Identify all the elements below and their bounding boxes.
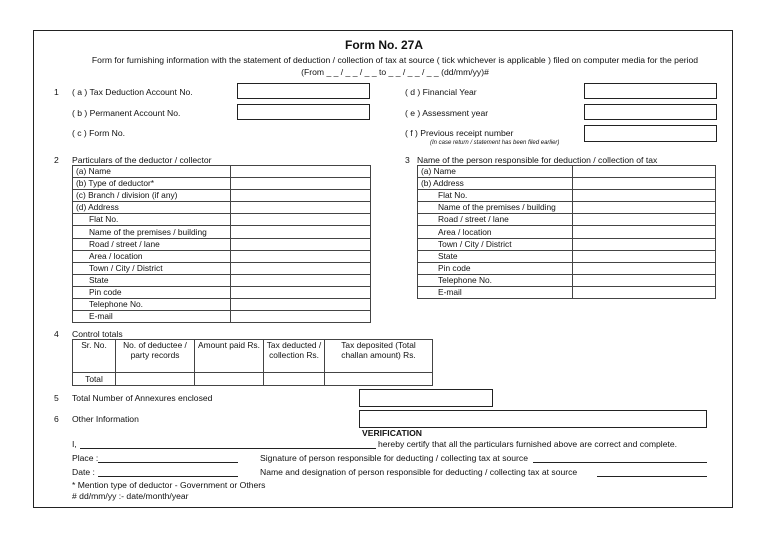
table-row [73,299,371,311]
control-totals-heading: Control totals [72,329,123,339]
assessment-year-label: ( e ) Assessment year [405,108,489,118]
table-row [418,202,716,214]
table-row [73,250,371,262]
table-row [73,238,371,250]
row-value[interactable] [573,178,716,190]
row-label: E-mail [418,286,573,298]
section-2-number: 2 [54,155,59,165]
total-records[interactable] [116,373,195,386]
previous-receipt-field[interactable] [584,125,717,142]
row-value[interactable] [231,262,371,274]
row-label: Town / City / District [73,262,231,274]
deductor-table [72,165,371,323]
table-row [418,178,716,190]
table-row [73,190,371,202]
name-line[interactable] [80,448,376,449]
row-value[interactable] [573,202,716,214]
row-value[interactable] [231,190,371,202]
row-value[interactable] [231,226,371,238]
row-label: (d) Address [73,202,231,214]
footnote-deductor-type: * Mention type of deductor - Government or Others [72,480,266,490]
table-row [73,202,371,214]
table-row [418,226,716,238]
form-title: Form No. 27A [344,38,423,52]
row-label: E-mail [73,311,231,323]
place-line[interactable] [98,462,238,463]
row-label: Flat No. [418,190,573,202]
table-row [418,214,716,226]
table-row [73,166,371,178]
other-info-label: Other Information [72,414,139,424]
table-row [73,178,371,190]
row-value[interactable] [573,166,716,178]
responsible-person-heading: Name of the person responsible for deduction / collection of tax [417,155,658,165]
row-value[interactable] [231,286,371,298]
table-header-row [73,340,433,373]
row-label: (c) Branch / division (if any) [73,190,231,202]
assessment-year-field[interactable] [584,104,717,120]
form-no-label: ( c ) Form No. [72,128,125,138]
total-label: Total [73,373,116,386]
section-3-number: 3 [405,155,410,165]
table-row [418,262,716,274]
table-row [73,311,371,323]
signature-line[interactable] [533,462,707,463]
pan-field[interactable] [237,104,370,120]
row-value[interactable] [231,238,371,250]
row-label: Area / location [418,226,573,238]
control-totals-table [72,339,433,386]
table-row [418,166,716,178]
other-info-field[interactable] [359,410,707,428]
pan-label: ( b ) Permanent Account No. [72,108,181,118]
financial-year-field[interactable] [584,83,717,99]
row-label: Telephone No. [73,299,231,311]
designation-line[interactable] [597,476,707,477]
date-line[interactable] [98,476,238,477]
row-value[interactable] [573,214,716,226]
verification-heading: VERIFICATION [362,428,422,438]
header-tax-deposited: Tax deposited (Total challan amount) Rs. [325,340,433,373]
previous-receipt-note: (In case return / statement has been filed earlier) [430,140,560,146]
total-tax-deducted[interactable] [264,373,325,386]
responsible-person-table [417,165,716,299]
section-4-number: 4 [54,329,59,339]
row-value[interactable] [231,178,371,190]
row-label: Road / street / lane [418,214,573,226]
designation-label: Name and designation of person responsible for deducting / collecting tax at source [260,467,578,477]
table-row [73,286,371,298]
row-value[interactable] [231,299,371,311]
row-value[interactable] [573,190,716,202]
total-tax-deposited[interactable] [325,373,433,386]
row-label: (b) Type of deductor* [73,178,231,190]
table-row [418,250,716,262]
row-value[interactable] [573,250,716,262]
header-tax-deducted: Tax deducted / collection Rs. [264,340,325,373]
financial-year-label: ( d ) Financial Year [405,87,477,97]
row-value[interactable] [231,202,371,214]
table-row [73,226,371,238]
row-value[interactable] [231,166,371,178]
row-label: Road / street / lane [73,238,231,250]
table-row [418,190,716,202]
header-amount-paid: Amount paid Rs. [195,340,264,373]
section-1-number: 1 [54,87,59,97]
section-5-number: 5 [54,393,59,403]
row-value[interactable] [573,286,716,298]
table-row [73,214,371,226]
row-label: State [418,250,573,262]
row-label: State [73,274,231,286]
annexures-field[interactable] [359,389,493,407]
deductor-heading: Particulars of the deductor / collector [72,155,212,165]
verification-i-prefix: I, [72,439,77,449]
table-row [73,373,433,386]
row-label: Name of the premises / building [418,202,573,214]
table-row [73,262,371,274]
row-value[interactable] [573,226,716,238]
row-label: Name of the premises / building [73,226,231,238]
row-label: Pin code [418,262,573,274]
row-label: Area / location [73,250,231,262]
row-label: (a) Name [418,166,573,178]
row-label: Town / City / District [418,238,573,250]
annexures-label: Total Number of Annexures enclosed [72,393,213,403]
signature-label: Signature of person responsible for deducting / collecting tax at source [260,453,528,463]
row-label: Telephone No. [418,274,573,286]
row-value[interactable] [231,274,371,286]
row-value[interactable] [231,250,371,262]
row-value[interactable] [573,238,716,250]
form-subtitle: Form for furnishing information with the statement of deduction / collection of tax at source ( tick whichever is applicable ) filed on computer media for the period [91,55,699,65]
table-row [73,274,371,286]
previous-receipt-label: ( f ) Previous receipt number [405,128,514,138]
row-value[interactable] [573,274,716,286]
date-label: Date : [72,467,95,477]
footnote-date-format: # dd/mm/yy :- date/month/year [72,491,189,501]
row-value[interactable] [231,311,371,323]
certify-text: hereby certify that all the particulars furnished above are correct and complete. [378,439,678,449]
total-amount-paid[interactable] [195,373,264,386]
row-label: Flat No. [73,214,231,226]
header-records: No. of deductee / party records [116,340,195,373]
row-value[interactable] [573,262,716,274]
place-label: Place : [72,453,99,463]
form-period: (From _ _ / _ _ / _ _ to _ _ / _ _ / _ _ (dd/mm/yy)# [301,67,489,77]
row-label: Pin code [73,286,231,298]
table-row [418,274,716,286]
table-row [418,238,716,250]
tan-label: ( a ) Tax Deduction Account No. [72,87,193,97]
tan-field[interactable] [237,83,370,99]
section-6-number: 6 [54,414,59,424]
row-value[interactable] [231,214,371,226]
row-label: (b) Address [418,178,573,190]
header-sr-no: Sr. No. [73,340,116,373]
table-row [418,286,716,298]
row-label: (a) Name [73,166,231,178]
